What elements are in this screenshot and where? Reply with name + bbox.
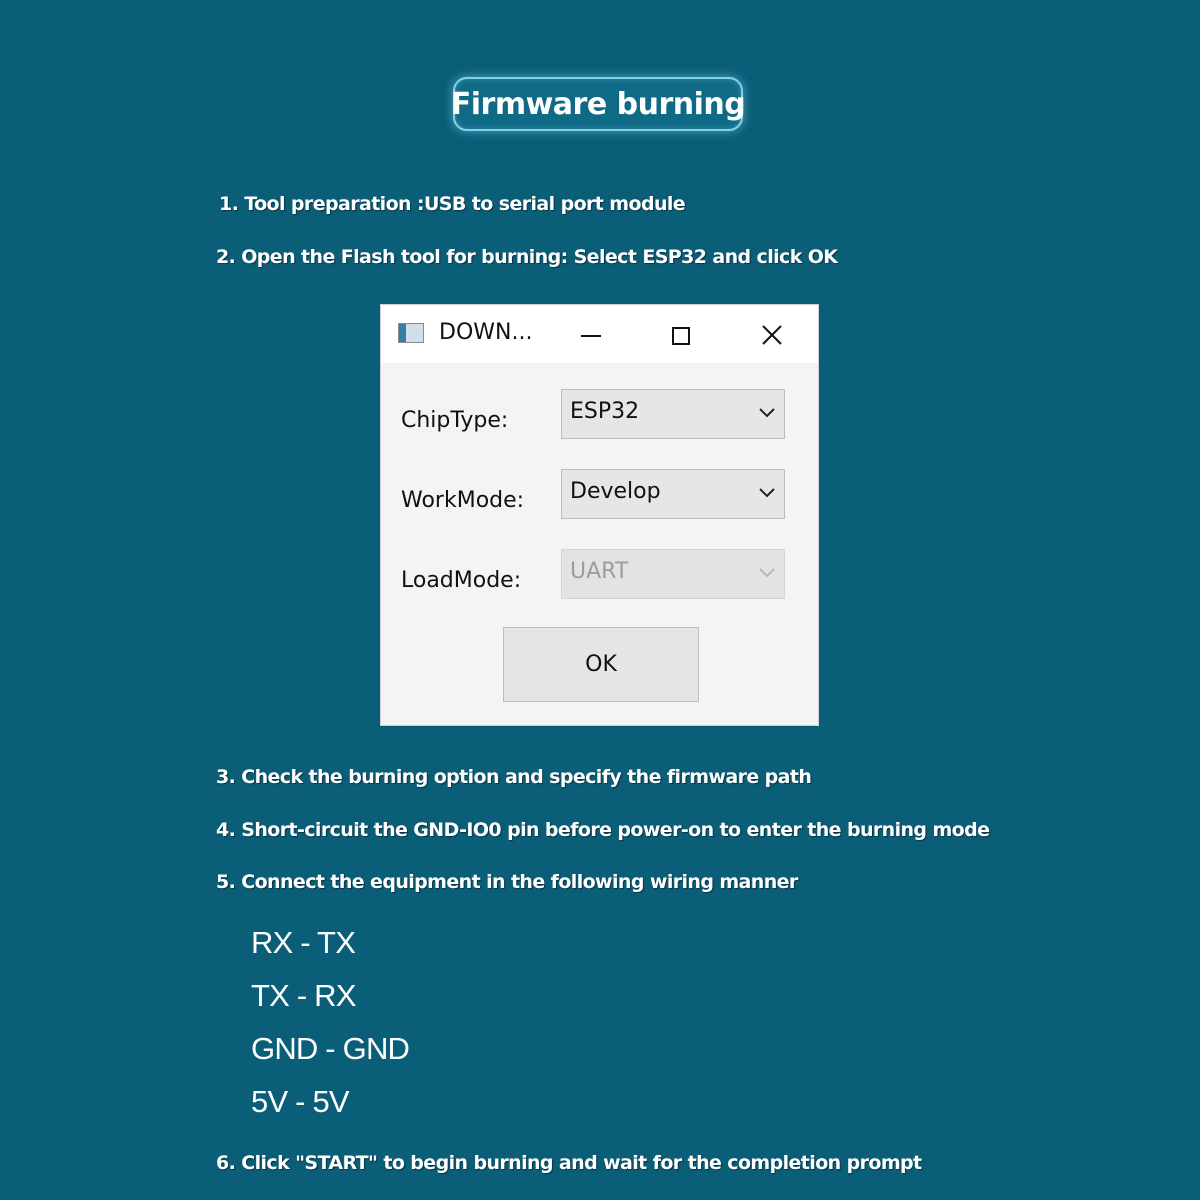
- close-button[interactable]: [756, 319, 788, 351]
- chevron-down-icon: [758, 406, 776, 420]
- step-2: 2. Open the Flash tool for burning: Select ESP32 and click OK: [216, 246, 838, 268]
- wiring-line: GND - GND: [251, 1031, 410, 1066]
- chevron-down-icon: [758, 486, 776, 500]
- wiring-line: RX - TX: [251, 925, 356, 960]
- step-6: 6. Click "START" to begin burning and wait for the completion prompt: [216, 1152, 922, 1174]
- work-mode-label: WorkMode:: [401, 488, 525, 513]
- step-1: 1. Tool preparation :USB to serial port module: [219, 193, 686, 215]
- maximize-button[interactable]: [666, 321, 696, 351]
- page-title: Firmware burning: [450, 86, 746, 122]
- title-badge: [450, 77, 746, 131]
- load-mode-select: [561, 549, 785, 599]
- dialog-title: DOWN...: [439, 320, 533, 345]
- app-window-icon: [398, 323, 424, 343]
- minimize-button[interactable]: [576, 321, 606, 351]
- wiring-line: 5V - 5V: [251, 1084, 349, 1119]
- chip-type-select[interactable]: [561, 389, 785, 439]
- step-5: 5. Connect the equipment in the following wiring manner: [216, 871, 798, 893]
- step-3: 3. Check the burning option and specify the firmware path: [216, 766, 812, 788]
- chip-type-value: ESP32: [570, 399, 640, 424]
- chevron-down-icon: [758, 566, 776, 580]
- minimize-icon: [581, 335, 601, 337]
- close-icon: [756, 319, 788, 351]
- load-mode-value: UART: [570, 559, 629, 584]
- step-4: 4. Short-circuit the GND-IO0 pin before power-on to enter the burning mode: [216, 819, 990, 841]
- dialog-titlebar[interactable]: [381, 305, 818, 363]
- wiring-line: TX - RX: [251, 978, 356, 1013]
- chip-type-label: ChipType:: [401, 408, 509, 433]
- maximize-icon: [672, 327, 690, 345]
- work-mode-select[interactable]: [561, 469, 785, 519]
- ok-button[interactable]: OK: [503, 627, 699, 702]
- work-mode-value: Develop: [570, 479, 661, 504]
- load-mode-label: LoadMode:: [401, 568, 522, 593]
- download-tool-dialog: [380, 304, 819, 726]
